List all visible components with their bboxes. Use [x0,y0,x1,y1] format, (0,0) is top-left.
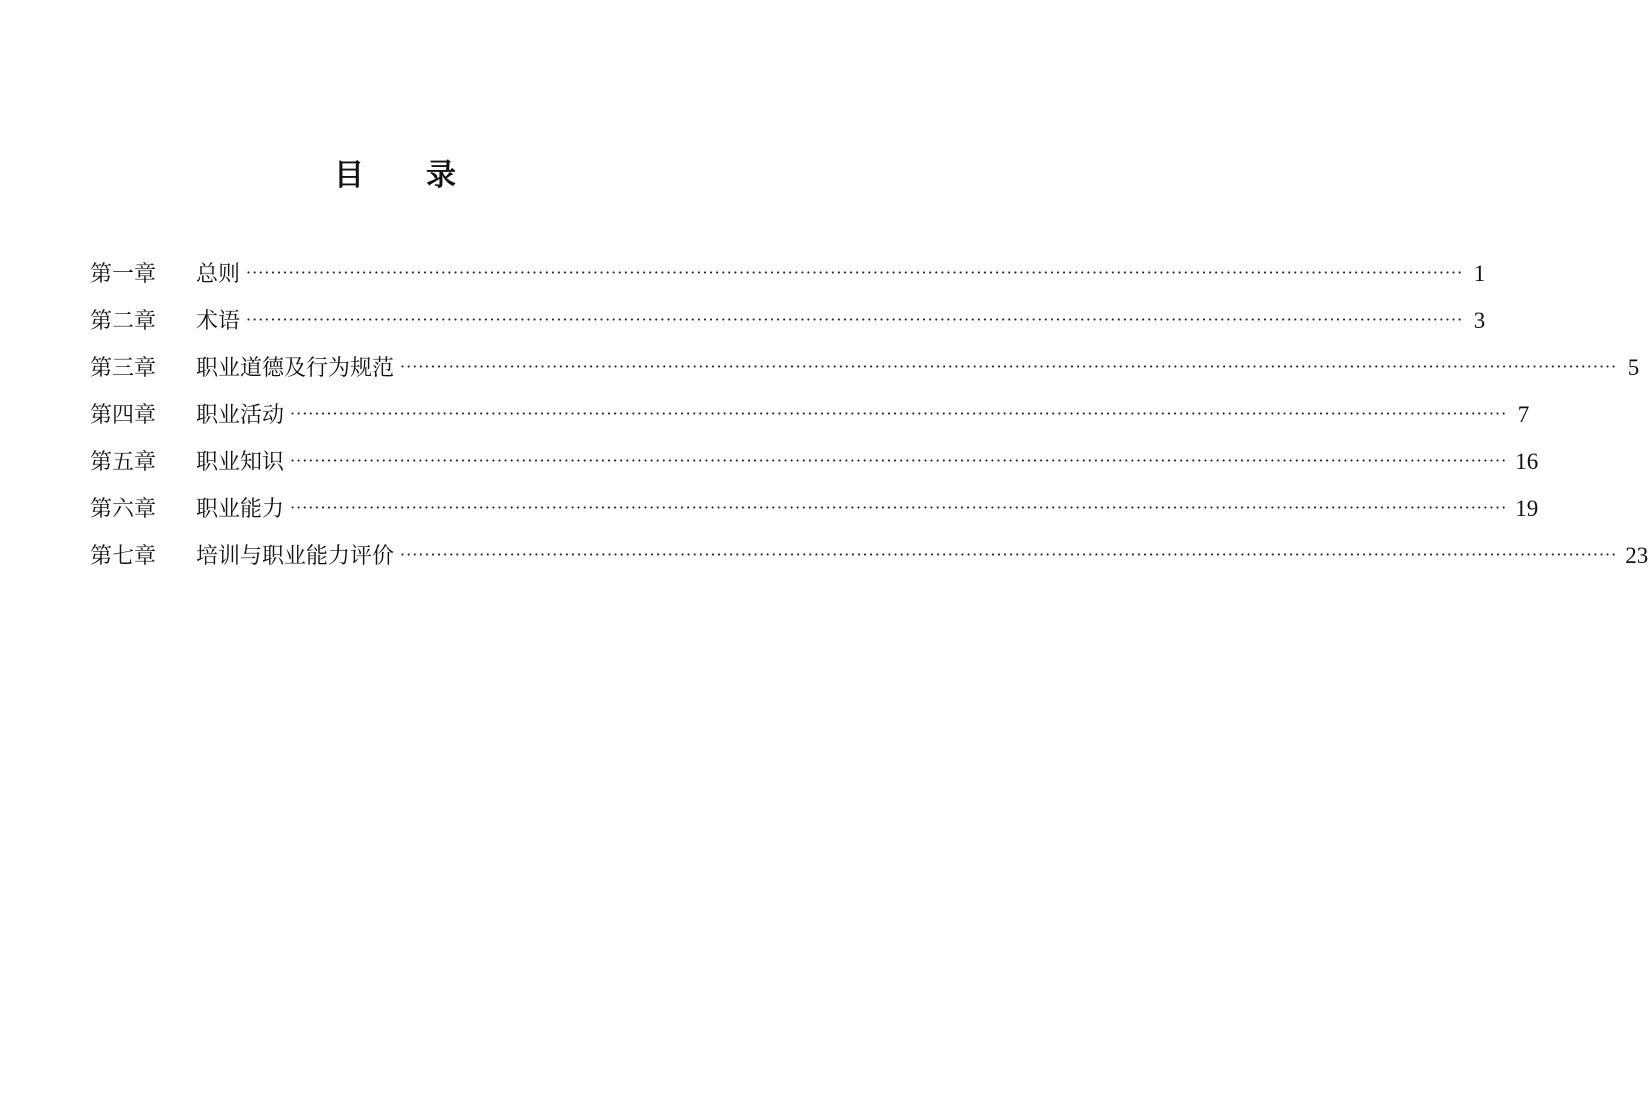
toc-entry-4[interactable] [90,391,1530,438]
title-char-1: 目 [334,158,364,193]
toc-page-number: 19 [1515,496,1539,521]
toc-chapter-label: 第五章 [90,450,157,475]
toc-page-number: 7 [1517,402,1530,427]
toc-chapter-label: 第一章 [90,262,157,287]
toc-chapter-label: 第四章 [90,403,157,428]
toc-entry-3[interactable] [90,344,1640,391]
toc-page-number: 23 [1625,543,1648,568]
toc-entry-title: 职业活动 [196,403,285,428]
toc-page-number: 16 [1515,449,1539,474]
toc-dot-leader: ········································································································································································································ [400,357,1618,376]
toc-dot-leader: ········································································································································································································ [290,404,1508,423]
toc-entry-2[interactable] [90,297,1486,344]
toc-entry-title: 总则 [196,262,241,287]
toc-chapter-label: 第六章 [90,497,157,522]
toc-entry-title: 术语 [196,309,241,334]
toc-entry-title: 培训与职业能力评价 [196,544,395,569]
toc-dot-leader: ········································································································································································································ [290,498,1508,517]
toc-entry-5[interactable] [90,438,1539,485]
toc-chapter-label: 第二章 [90,309,157,334]
toc-dot-leader: ········································································································································································································ [246,310,1464,329]
toc-entry-title: 职业知识 [196,450,285,475]
toc-dot-leader: ········································································································································································································ [400,545,1618,564]
toc-dot-leader: ········································································································································································································ [246,263,1464,282]
toc-page-number: 5 [1627,355,1640,380]
toc-entry-title: 职业道德及行为规范 [196,356,395,381]
toc-chapter-label: 第七章 [90,544,157,569]
table-of-contents [90,250,1648,579]
toc-entry-1[interactable] [90,250,1486,297]
toc-entry-title: 职业能力 [196,497,285,522]
toc-page-number: 3 [1473,308,1486,333]
toc-entry-7[interactable] [90,532,1648,579]
toc-entry-6[interactable] [90,485,1539,532]
title-char-2: 录 [426,158,456,193]
toc-dot-leader: ········································································································································································································ [290,451,1508,470]
page-title [0,150,790,194]
toc-chapter-label: 第三章 [90,356,157,381]
toc-page-number: 1 [1473,261,1486,286]
